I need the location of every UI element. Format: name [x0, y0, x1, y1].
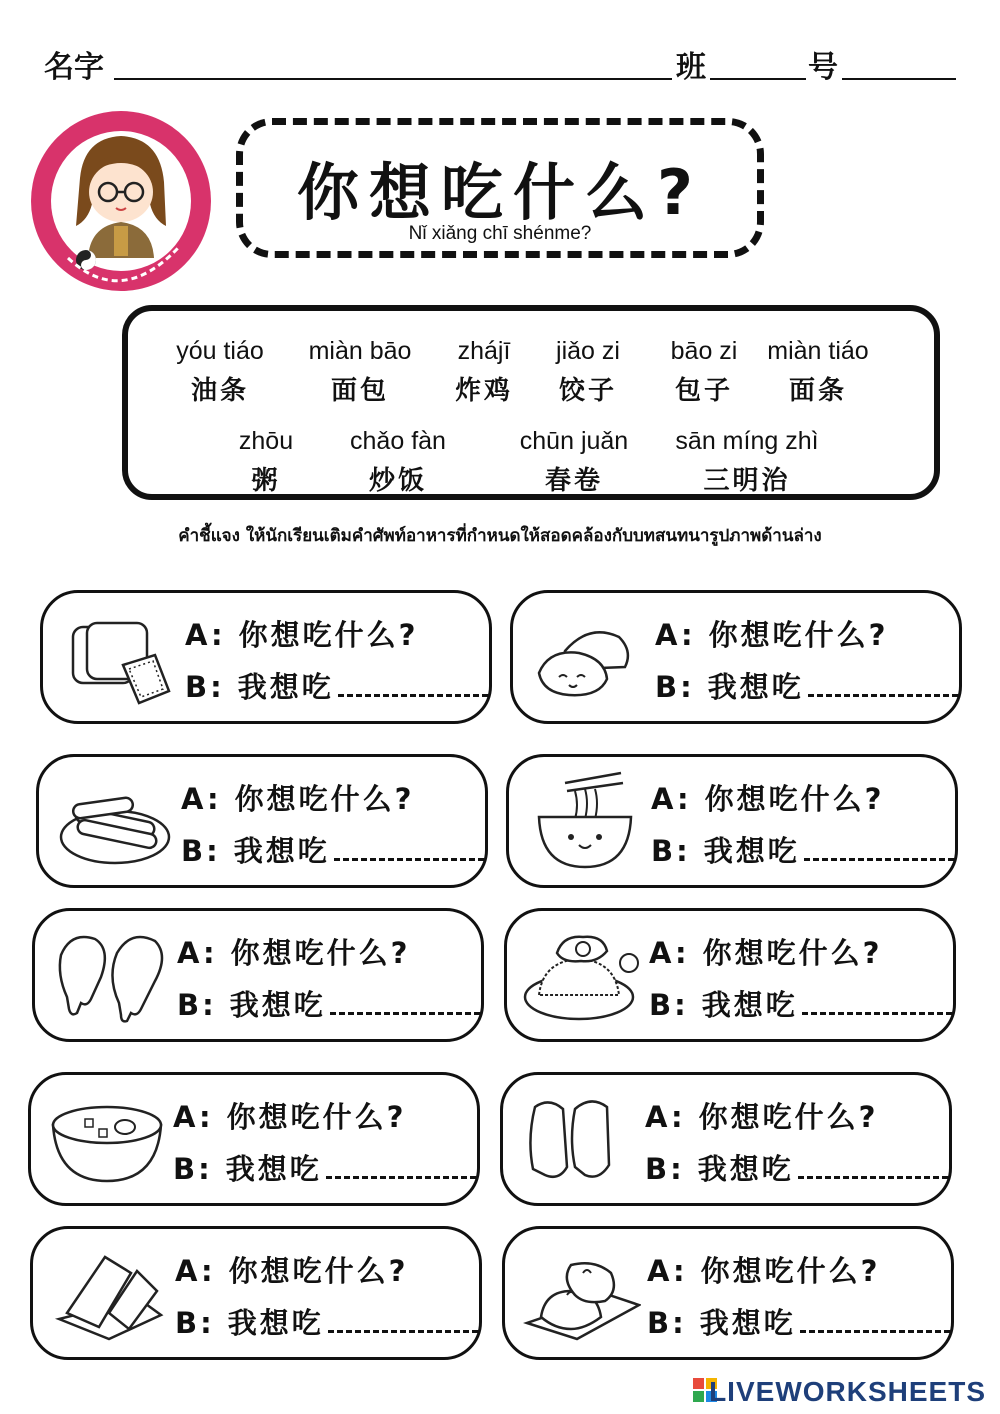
answer-line: B: 我想吃 — [175, 1301, 478, 1342]
page-title-pinyin: Nǐ xiǎng chī shénme? — [408, 223, 592, 244]
youtiao-icon — [519, 1089, 639, 1189]
vocab-item: miàn tiáo 面条 — [767, 337, 869, 406]
answer-blank[interactable] — [808, 668, 958, 697]
answer-blank[interactable] — [802, 986, 952, 1015]
vocab-item: yóu tiáo 油条 — [176, 337, 264, 406]
answer-blank[interactable] — [800, 1304, 950, 1333]
vocab-box — [122, 305, 940, 500]
answer-line: B: 我想吃 — [651, 829, 954, 870]
question-line: A: 你想吃什么? — [651, 782, 885, 816]
vocab-item: chūn juǎn 春卷 — [519, 427, 629, 496]
spring-rolls-icon — [55, 771, 175, 871]
answer-line: B: 我想吃 — [645, 1147, 948, 1188]
answer-line: B: 我想吃 — [649, 983, 952, 1024]
question-line: A: 你想吃什么? — [175, 1254, 409, 1288]
answer-blank[interactable] — [804, 832, 954, 861]
title-box — [236, 118, 764, 258]
vocab-item: jiǎo zi 饺子 — [556, 337, 620, 406]
vocab-item: miàn bāo 面包 — [308, 337, 412, 406]
dialogue-card — [502, 1226, 954, 1360]
class-field[interactable] — [710, 78, 806, 80]
question-line: A: 你想吃什么? — [181, 782, 415, 816]
question-line: A: 你想吃什么? — [649, 936, 883, 970]
answer-blank[interactable] — [334, 832, 484, 861]
porridge-icon — [47, 1089, 167, 1189]
dialogue-card — [504, 908, 956, 1042]
dialogue-card — [36, 754, 488, 888]
answer-blank[interactable] — [326, 1150, 476, 1179]
vocab-item: zhōu 粥 — [238, 427, 294, 496]
answer-line: B: 我想吃 — [185, 665, 488, 706]
answer-blank[interactable] — [798, 1150, 948, 1179]
dialogue-card — [40, 590, 492, 724]
fried-rice-icon — [523, 925, 643, 1025]
number-label: 号 — [808, 50, 838, 85]
dumplings-icon — [529, 607, 649, 707]
question-line: A: 你想吃什么? — [645, 1100, 879, 1134]
dialogue-card — [506, 754, 958, 888]
answer-blank[interactable] — [338, 668, 488, 697]
dialogue-card — [510, 590, 962, 724]
answer-blank[interactable] — [330, 986, 480, 1015]
answer-blank[interactable] — [328, 1304, 478, 1333]
question-line: A: 你想吃什么? — [647, 1254, 881, 1288]
page-title: 你想吃什么? — [297, 156, 703, 229]
answer-line: B: 我想吃 — [181, 829, 484, 870]
vocab-item: chǎo fàn 炒饭 — [350, 427, 446, 496]
baozi-icon — [521, 1243, 641, 1343]
bread-icon — [59, 607, 179, 707]
brand-name[interactable]: LIVEWORKSHEETS — [709, 1376, 986, 1407]
vocab-item: sān míng zhì 三明治 — [675, 427, 819, 496]
answer-line: B: 我想吃 — [177, 983, 480, 1024]
instruction-text: คำชี้แจง ให้นักเรียนเติมคำศัพท์อาหารที่กำหนดให้สอดคล้องกับบทสนทนารูปภาพด้านล่าง — [178, 526, 822, 546]
dialogue-card — [500, 1072, 952, 1206]
name-label: 名字 — [44, 50, 104, 85]
answer-line: B: 我想吃 — [647, 1301, 950, 1342]
answer-line: B: 我想吃 — [655, 665, 958, 706]
name-field[interactable] — [114, 78, 672, 80]
answer-line: B: 我想吃 — [173, 1147, 476, 1188]
noodles-bowl-icon — [525, 771, 645, 871]
sandwich-icon — [49, 1243, 169, 1343]
vocab-item: bāo zi 包子 — [670, 337, 738, 406]
dialogue-card — [30, 1226, 482, 1360]
teacher-logo-icon — [28, 108, 214, 294]
dialogue-card — [28, 1072, 480, 1206]
question-line: A: 你想吃什么? — [177, 936, 411, 970]
dialogue-card — [32, 908, 484, 1042]
vocab-item: zhájī 炸鸡 — [454, 337, 513, 406]
fried-chicken-icon — [51, 925, 171, 1025]
question-line: A: 你想吃什么? — [173, 1100, 407, 1134]
class-label: 班 — [676, 50, 706, 85]
question-line: A: 你想吃什么? — [185, 618, 419, 652]
number-field[interactable] — [842, 78, 956, 80]
question-line: A: 你想吃什么? — [655, 618, 889, 652]
